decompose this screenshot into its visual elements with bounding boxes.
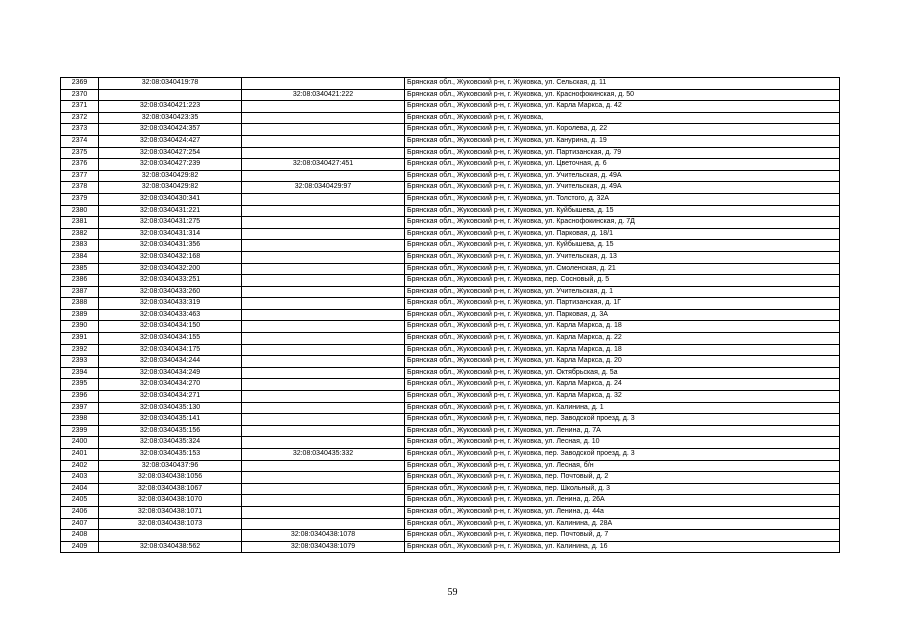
related-cadastral-number-cell bbox=[242, 460, 405, 472]
cadastral-number-cell: 32:08:0340438:1067 bbox=[99, 483, 242, 495]
related-cadastral-number-cell bbox=[242, 240, 405, 252]
table-row bbox=[61, 193, 840, 205]
related-cadastral-number-cell bbox=[242, 472, 405, 484]
row-number-cell: 2407 bbox=[61, 518, 99, 530]
related-cadastral-number-cell bbox=[242, 286, 405, 298]
cadastral-number-cell: 32:08:0340435:141 bbox=[99, 414, 242, 426]
table-row bbox=[61, 182, 840, 194]
related-cadastral-number-cell bbox=[242, 333, 405, 345]
row-number-cell: 2377 bbox=[61, 170, 99, 182]
table-row bbox=[61, 251, 840, 263]
table-row bbox=[61, 217, 840, 229]
row-number-cell: 2370 bbox=[61, 89, 99, 101]
cadastral-number-cell: 32:08:0340424:427 bbox=[99, 135, 242, 147]
row-number-cell: 2393 bbox=[61, 356, 99, 368]
related-cadastral-number-cell bbox=[242, 170, 405, 182]
row-number-cell: 2372 bbox=[61, 112, 99, 124]
row-number-cell: 2385 bbox=[61, 263, 99, 275]
cadastral-number-cell: 32:08:0340433:463 bbox=[99, 309, 242, 321]
table-row bbox=[61, 228, 840, 240]
row-number-cell: 2387 bbox=[61, 286, 99, 298]
cadastral-number-cell bbox=[99, 89, 242, 101]
row-number-cell: 2406 bbox=[61, 506, 99, 518]
related-cadastral-number-cell bbox=[242, 101, 405, 113]
table-row bbox=[61, 425, 840, 437]
cadastral-number-cell: 32:08:0340427:239 bbox=[99, 159, 242, 171]
address-cell: Брянская обл., Жуковский р-н, г. Жуковка, ул. Канурина, д. 19 bbox=[405, 135, 840, 147]
table-row bbox=[61, 263, 840, 275]
cadastral-number-cell: 32:08:0340427:254 bbox=[99, 147, 242, 159]
related-cadastral-number-cell bbox=[242, 356, 405, 368]
address-cell: Брянская обл., Жуковский р-н, г. Жуковка, ул. Карла Маркса, д. 18 bbox=[405, 344, 840, 356]
records-table bbox=[60, 77, 840, 553]
cadastral-number-cell: 32:08:0340429:82 bbox=[99, 182, 242, 194]
cadastral-number-cell: 32:08:0340434:150 bbox=[99, 321, 242, 333]
table-row bbox=[61, 78, 840, 90]
row-number-cell: 2399 bbox=[61, 425, 99, 437]
page-number: 59 bbox=[447, 587, 458, 598]
address-cell: Брянская обл., Жуковский р-н, г. Жуковка, ул. Карла Маркса, д. 20 bbox=[405, 356, 840, 368]
table-row bbox=[61, 321, 840, 333]
cadastral-number-cell: 32:08:0340434:175 bbox=[99, 344, 242, 356]
row-number-cell: 2388 bbox=[61, 298, 99, 310]
related-cadastral-number-cell: 32:08:0340427:451 bbox=[242, 159, 405, 171]
table-row bbox=[61, 437, 840, 449]
table-row bbox=[61, 275, 840, 287]
row-number-cell: 2405 bbox=[61, 495, 99, 507]
address-cell: Брянская обл., Жуковский р-н, г. Жуковка, пер. Школьный, д. 3 bbox=[405, 483, 840, 495]
cadastral-number-cell: 32:08:0340438:1070 bbox=[99, 495, 242, 507]
table-row bbox=[61, 240, 840, 252]
related-cadastral-number-cell bbox=[242, 367, 405, 379]
row-number-cell: 2386 bbox=[61, 275, 99, 287]
address-cell: Брянская обл., Жуковский р-н, г. Жуковка, ул. Ленина, д. 26А bbox=[405, 495, 840, 507]
related-cadastral-number-cell: 32:08:0340421:222 bbox=[242, 89, 405, 101]
address-cell: Брянская обл., Жуковский р-н, г. Жуковка, ул. Учительская, д. 49А bbox=[405, 170, 840, 182]
related-cadastral-number-cell bbox=[242, 205, 405, 217]
row-number-cell: 2374 bbox=[61, 135, 99, 147]
address-cell: Брянская обл., Жуковский р-н, г. Жуковка, ул. Партизанская, д. 79 bbox=[405, 147, 840, 159]
address-cell: Брянская обл., Жуковский р-н, г. Жуковка, ул. Толстого, д. 32А bbox=[405, 193, 840, 205]
address-cell: Брянская обл., Жуковский р-н, г. Жуковка, ул. Парковая, д. 18/1 bbox=[405, 228, 840, 240]
cadastral-number-cell: 32:08:0340431:275 bbox=[99, 217, 242, 229]
table-row bbox=[61, 472, 840, 484]
row-number-cell: 2402 bbox=[61, 460, 99, 472]
cadastral-number-cell: 32:08:0340430:341 bbox=[99, 193, 242, 205]
row-number-cell: 2408 bbox=[61, 530, 99, 542]
address-cell: Брянская обл., Жуковский р-н, г. Жуковка, ул. Карла Маркса, д. 32 bbox=[405, 391, 840, 403]
table-row bbox=[61, 356, 840, 368]
table-row bbox=[61, 460, 840, 472]
cadastral-number-cell: 32:08:0340434:271 bbox=[99, 391, 242, 403]
cadastral-number-cell: 32:08:0340435:324 bbox=[99, 437, 242, 449]
related-cadastral-number-cell: 32:08:0340438:1079 bbox=[242, 541, 405, 553]
related-cadastral-number-cell bbox=[242, 112, 405, 124]
table-row bbox=[61, 414, 840, 426]
address-cell: Брянская обл., Жуковский р-н, г. Жуковка, ул. Карла Маркса, д. 18 bbox=[405, 321, 840, 333]
row-number-cell: 2384 bbox=[61, 251, 99, 263]
related-cadastral-number-cell bbox=[242, 437, 405, 449]
address-cell: Брянская обл., Жуковский р-н, г. Жуковка, ул. Парковая, д. 3А bbox=[405, 309, 840, 321]
related-cadastral-number-cell bbox=[242, 251, 405, 263]
row-number-cell: 2389 bbox=[61, 309, 99, 321]
address-cell: Брянская обл., Жуковский р-н, г. Жуковка, ул. Лесная, д. 10 bbox=[405, 437, 840, 449]
address-cell: Брянская обл., Жуковский р-н, г. Жуковка, ул. Ленина, д. 7А bbox=[405, 425, 840, 437]
related-cadastral-number-cell bbox=[242, 275, 405, 287]
table-row bbox=[61, 391, 840, 403]
table-row bbox=[61, 449, 840, 461]
related-cadastral-number-cell bbox=[242, 147, 405, 159]
table-row bbox=[61, 402, 840, 414]
table-row bbox=[61, 506, 840, 518]
related-cadastral-number-cell bbox=[242, 379, 405, 391]
cadastral-number-cell: 32:08:0340438:1071 bbox=[99, 506, 242, 518]
address-cell: Брянская обл., Жуковский р-н, г. Жуковка, ул. Учительская, д. 1 bbox=[405, 286, 840, 298]
cadastral-number-cell: 32:08:0340424:357 bbox=[99, 124, 242, 136]
address-cell: Брянская обл., Жуковский р-н, г. Жуковка, ул. Калинина, д. 16 bbox=[405, 541, 840, 553]
row-number-cell: 2403 bbox=[61, 472, 99, 484]
address-cell: Брянская обл., Жуковский р-н, г. Жуковка, ул. Королева, д. 22 bbox=[405, 124, 840, 136]
cadastral-number-cell: 32:08:0340423:35 bbox=[99, 112, 242, 124]
cadastral-number-cell: 32:08:0340434:270 bbox=[99, 379, 242, 391]
address-cell: Брянская обл., Жуковский р-н, г. Жуковка, ул. Лесная, б/н bbox=[405, 460, 840, 472]
table-row bbox=[61, 530, 840, 542]
table-row bbox=[61, 89, 840, 101]
row-number-cell: 2397 bbox=[61, 402, 99, 414]
related-cadastral-number-cell bbox=[242, 217, 405, 229]
row-number-cell: 2376 bbox=[61, 159, 99, 171]
address-cell: Брянская обл., Жуковский р-н, г. Жуковка, ул. Карла Маркса, д. 42 bbox=[405, 101, 840, 113]
cadastral-number-cell: 32:08:0340438:562 bbox=[99, 541, 242, 553]
row-number-cell: 2373 bbox=[61, 124, 99, 136]
address-cell: Брянская обл., Жуковский р-н, г. Жуковка, пер. Сосновый, д. 5 bbox=[405, 275, 840, 287]
row-number-cell: 2398 bbox=[61, 414, 99, 426]
cadastral-number-cell: 32:08:0340433:260 bbox=[99, 286, 242, 298]
address-cell: Брянская обл., Жуковский р-н, г. Жуковка, ул. Карла Маркса, д. 24 bbox=[405, 379, 840, 391]
cadastral-number-cell: 32:08:0340419:78 bbox=[99, 78, 242, 90]
related-cadastral-number-cell bbox=[242, 309, 405, 321]
records-table-body bbox=[61, 78, 840, 553]
row-number-cell: 2383 bbox=[61, 240, 99, 252]
address-cell: Брянская обл., Жуковский р-н, г. Жуковка, ул. Учительская, д. 49А bbox=[405, 182, 840, 194]
related-cadastral-number-cell bbox=[242, 298, 405, 310]
cadastral-number-cell: 32:08:0340421:223 bbox=[99, 101, 242, 113]
related-cadastral-number-cell bbox=[242, 228, 405, 240]
row-number-cell: 2404 bbox=[61, 483, 99, 495]
related-cadastral-number-cell bbox=[242, 78, 405, 90]
table-row bbox=[61, 135, 840, 147]
related-cadastral-number-cell bbox=[242, 518, 405, 530]
table-row bbox=[61, 286, 840, 298]
cadastral-number-cell: 32:08:0340437:96 bbox=[99, 460, 242, 472]
row-number-cell: 2401 bbox=[61, 449, 99, 461]
cadastral-number-cell: 32:08:0340429:82 bbox=[99, 170, 242, 182]
cadastral-number-cell: 32:08:0340432:168 bbox=[99, 251, 242, 263]
table-row bbox=[61, 159, 840, 171]
address-cell: Брянская обл., Жуковский р-н, г. Жуковка, ул. Учительская, д. 13 bbox=[405, 251, 840, 263]
related-cadastral-number-cell bbox=[242, 414, 405, 426]
cadastral-number-cell: 32:08:0340433:319 bbox=[99, 298, 242, 310]
table-row bbox=[61, 541, 840, 553]
table-row bbox=[61, 112, 840, 124]
row-number-cell: 2396 bbox=[61, 391, 99, 403]
address-cell: Брянская обл., Жуковский р-н, г. Жуковка, ул. Партизанская, д. 1Г bbox=[405, 298, 840, 310]
row-number-cell: 2369 bbox=[61, 78, 99, 90]
table-row bbox=[61, 518, 840, 530]
address-cell: Брянская обл., Жуковский р-н, г. Жуковка, ул. Куйбышева, д. 15 bbox=[405, 205, 840, 217]
row-number-cell: 2394 bbox=[61, 367, 99, 379]
row-number-cell: 2395 bbox=[61, 379, 99, 391]
cadastral-number-cell: 32:08:0340435:130 bbox=[99, 402, 242, 414]
address-cell: Брянская обл., Жуковский р-н, г. Жуковка, ул. Сельская, д. 11 bbox=[405, 78, 840, 90]
address-cell: Брянская обл., Жуковский р-н, г. Жуковка, ул. Калинина, д. 28А bbox=[405, 518, 840, 530]
related-cadastral-number-cell bbox=[242, 263, 405, 275]
related-cadastral-number-cell bbox=[242, 321, 405, 333]
table-row bbox=[61, 101, 840, 113]
related-cadastral-number-cell bbox=[242, 483, 405, 495]
row-number-cell: 2392 bbox=[61, 344, 99, 356]
cadastral-number-cell bbox=[99, 530, 242, 542]
cadastral-number-cell: 32:08:0340431:356 bbox=[99, 240, 242, 252]
related-cadastral-number-cell bbox=[242, 124, 405, 136]
table-row bbox=[61, 379, 840, 391]
address-cell: Брянская обл., Жуковский р-н, г. Жуковка, ул. Карла Маркса, д. 22 bbox=[405, 333, 840, 345]
related-cadastral-number-cell bbox=[242, 344, 405, 356]
address-cell: Брянская обл., Жуковский р-н, г. Жуковка, пер. Почтовый, д. 2 bbox=[405, 472, 840, 484]
address-cell: Брянская обл., Жуковский р-н, г. Жуковка, ул. Ленина, д. 44а bbox=[405, 506, 840, 518]
address-cell: Брянская обл., Жуковский р-н, г. Жуковка, ул. Цветочная, д. 6 bbox=[405, 159, 840, 171]
table-row bbox=[61, 333, 840, 345]
table-row bbox=[61, 367, 840, 379]
table-row bbox=[61, 205, 840, 217]
related-cadastral-number-cell bbox=[242, 402, 405, 414]
row-number-cell: 2382 bbox=[61, 228, 99, 240]
related-cadastral-number-cell: 32:08:0340435:332 bbox=[242, 449, 405, 461]
address-cell: Брянская обл., Жуковский р-н, г. Жуковка, ул. Куйбышева, д. 15 bbox=[405, 240, 840, 252]
table-row bbox=[61, 309, 840, 321]
cadastral-number-cell: 32:08:0340432:200 bbox=[99, 263, 242, 275]
related-cadastral-number-cell: 32:08:0340438:1078 bbox=[242, 530, 405, 542]
cadastral-number-cell: 32:08:0340431:314 bbox=[99, 228, 242, 240]
cadastral-number-cell: 32:08:0340431:221 bbox=[99, 205, 242, 217]
related-cadastral-number-cell bbox=[242, 193, 405, 205]
cadastral-number-cell: 32:08:0340435:156 bbox=[99, 425, 242, 437]
cadastral-number-cell: 32:08:0340434:155 bbox=[99, 333, 242, 345]
row-number-cell: 2381 bbox=[61, 217, 99, 229]
table-row bbox=[61, 344, 840, 356]
address-cell: Брянская обл., Жуковский р-н, г. Жуковка, пер. Почтовый, д. 7 bbox=[405, 530, 840, 542]
row-number-cell: 2390 bbox=[61, 321, 99, 333]
cadastral-number-cell: 32:08:0340438:1056 bbox=[99, 472, 242, 484]
table-row bbox=[61, 298, 840, 310]
cadastral-number-cell: 32:08:0340434:244 bbox=[99, 356, 242, 368]
address-cell: Брянская обл., Жуковский р-н, г. Жуковка, bbox=[405, 112, 840, 124]
row-number-cell: 2378 bbox=[61, 182, 99, 194]
row-number-cell: 2391 bbox=[61, 333, 99, 345]
row-number-cell: 2400 bbox=[61, 437, 99, 449]
table-row bbox=[61, 495, 840, 507]
related-cadastral-number-cell bbox=[242, 506, 405, 518]
address-cell: Брянская обл., Жуковский р-н, г. Жуковка, пер. Заводской проезд, д. 3 bbox=[405, 414, 840, 426]
cadastral-number-cell: 32:08:0340438:1073 bbox=[99, 518, 242, 530]
related-cadastral-number-cell bbox=[242, 135, 405, 147]
row-number-cell: 2380 bbox=[61, 205, 99, 217]
address-cell: Брянская обл., Жуковский р-н, г. Жуковка, пер. Заводской проезд, д. 3 bbox=[405, 449, 840, 461]
table-row bbox=[61, 483, 840, 495]
cadastral-number-cell: 32:08:0340435:153 bbox=[99, 449, 242, 461]
related-cadastral-number-cell bbox=[242, 391, 405, 403]
related-cadastral-number-cell bbox=[242, 495, 405, 507]
address-cell: Брянская обл., Жуковский р-н, г. Жуковка, ул. Октябрьская, д. 5а bbox=[405, 367, 840, 379]
row-number-cell: 2379 bbox=[61, 193, 99, 205]
cadastral-number-cell: 32:08:0340434:249 bbox=[99, 367, 242, 379]
related-cadastral-number-cell bbox=[242, 425, 405, 437]
row-number-cell: 2409 bbox=[61, 541, 99, 553]
table-row bbox=[61, 147, 840, 159]
address-cell: Брянская обл., Жуковский р-н, г. Жуковка, ул. Краснофокинская, д. 7Д bbox=[405, 217, 840, 229]
address-cell: Брянская обл., Жуковский р-н, г. Жуковка, ул. Калинина, д. 1 bbox=[405, 402, 840, 414]
cadastral-number-cell: 32:08:0340433:251 bbox=[99, 275, 242, 287]
row-number-cell: 2375 bbox=[61, 147, 99, 159]
address-cell: Брянская обл., Жуковский р-н, г. Жуковка, ул. Смоленская, д. 21 bbox=[405, 263, 840, 275]
row-number-cell: 2371 bbox=[61, 101, 99, 113]
address-cell: Брянская обл., Жуковский р-н, г. Жуковка, ул. Краснофокинская, д. 50 bbox=[405, 89, 840, 101]
table-row bbox=[61, 170, 840, 182]
related-cadastral-number-cell: 32:08:0340429:97 bbox=[242, 182, 405, 194]
table-row bbox=[61, 124, 840, 136]
